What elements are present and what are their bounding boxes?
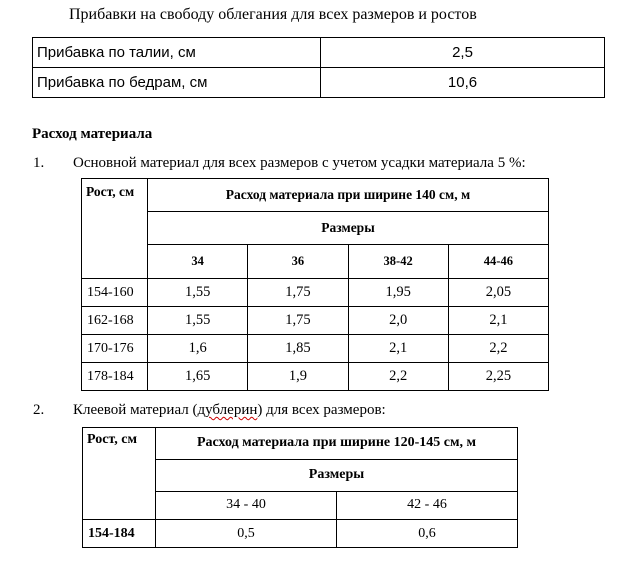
value-cell: 2,1 [348,335,448,363]
value-cell: 1,6 [148,335,248,363]
table-row [82,179,549,212]
allowance-value-hips: 10,6 [321,68,605,98]
sizes-header: Размеры [148,211,549,244]
value-cell: 1,75 [248,307,348,335]
main-material-table [81,178,549,391]
table-row [33,38,605,68]
fusible-material-table [82,427,518,548]
value-cell: 2,2 [348,363,448,391]
value-cell: 2,25 [448,363,548,391]
value-cell: 1,75 [248,279,348,307]
height-column-header: Рост, см [83,428,156,520]
value-cell: 1,55 [148,307,248,335]
table-row [82,363,549,391]
height-cell: 170-176 [82,335,148,363]
value-cell: 2,05 [448,279,548,307]
height-cell: 154-184 [83,520,156,548]
item2-text-before: Клеевой материал ( [73,402,198,418]
size-header: 34 - 40 [156,491,337,520]
value-cell: 1,55 [148,279,248,307]
value-cell: 1,95 [348,279,448,307]
value-cell: 2,2 [448,335,548,363]
value-cell: 1,65 [148,363,248,391]
spellcheck-flagged-word[interactable]: дублерин [197,402,258,418]
size-header: 42 - 46 [337,491,518,520]
height-column-header: Рост, см [82,179,148,279]
list-item-text-2 [73,402,386,419]
table-row [82,279,549,307]
table-row [82,244,549,278]
value-cell: 1,85 [248,335,348,363]
table-row [82,211,549,244]
size-header: 36 [248,244,348,278]
sizes-header: Размеры [156,459,518,491]
height-cell: 154-160 [82,279,148,307]
value-cell: 1,9 [248,363,348,391]
allowance-value-waist: 2,5 [321,38,605,68]
allowance-label-hips: Прибавка по бедрам, см [33,68,321,98]
size-header: 38-42 [348,244,448,278]
value-cell: 0,6 [337,520,518,548]
item2-text-after: ) для всех размеров: [257,402,386,418]
value-cell: 2,0 [348,307,448,335]
page-title: Прибавки на свободу облегания для всех размеров и ростов [69,6,477,23]
list-item-text-1: Основной материал для всех размеров с учетом усадки материала 5 %: [73,155,526,171]
allowance-label-waist: Прибавка по талии, см [33,38,321,68]
value-cell: 0,5 [156,520,337,548]
table-row [83,520,518,548]
height-cell: 178-184 [82,363,148,391]
height-cell: 162-168 [82,307,148,335]
consumption-header: Расход материала при ширине 140 см, м [148,179,549,212]
section-heading: Расход материала [32,126,153,142]
consumption-header: Расход материала при ширине 120-145 см, м [156,428,518,460]
table-row [82,307,549,335]
value-cell: 2,1 [448,307,548,335]
list-item-number-1: 1. [33,155,45,171]
table-row [33,68,605,98]
allowance-table [32,37,605,98]
size-header: 44-46 [448,244,548,278]
table-row [83,428,518,460]
table-row [82,335,549,363]
size-header: 34 [148,244,248,278]
list-item-number-2: 2. [33,402,45,418]
